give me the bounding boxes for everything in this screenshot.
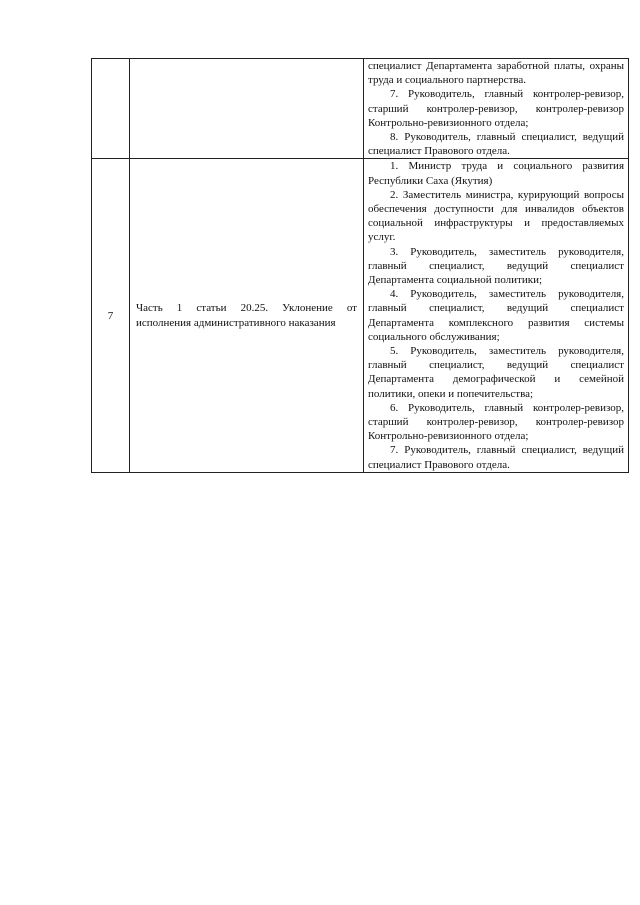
official-item: 8. Руководитель, главный специалист, ведущий специалист Правового отдела. <box>368 131 624 158</box>
official-item: 5. Руководитель, заместитель руководителя, главный специалист, ведущий специалист Департамента демографической и семейной политики, опеки и попечительства; <box>368 345 624 400</box>
official-item: 2. Заместитель министра, курирующий вопросы обеспечения доступности для инвалидов объектов социальной инфраструктуры и предоставляемых услуг. <box>368 188 624 244</box>
officials-table <box>91 58 629 473</box>
official-item: 6. Руководитель, главный контролер-ревизор, старший контролер-ревизор, контролер-ревизор Контрольно-ревизионного отдела; <box>368 401 624 443</box>
official-item: 7. Руководитель, главный специалист, ведущий специалист Правового отдела. <box>368 444 624 471</box>
table-row <box>92 59 629 159</box>
table-row <box>92 159 629 472</box>
offense-cell <box>130 159 364 472</box>
official-item: специалист Департамента заработной платы, охраны труда и социального партнерства. <box>368 60 624 87</box>
officials-cell <box>364 159 629 472</box>
official-item: 1. Министр труда и социального развития Республики Саха (Якутия) <box>368 160 624 187</box>
offense-text: Часть 1 статьи 20.25. Уклонение от исполнения административного наказания <box>136 302 357 329</box>
offense-cell <box>130 59 364 159</box>
official-item: 4. Руководитель, заместитель руководителя, главный специалист, ведущий специалист Департамента комплексного развития системы социального обслуживания; <box>368 288 624 343</box>
official-item: 3. Руководитель, заместитель руководителя, главный специалист, ведущий специалист Департамента социальной политики; <box>368 245 624 287</box>
row-number-cell <box>92 59 130 159</box>
row-number-cell: 7 <box>92 159 130 472</box>
official-item: 7. Руководитель, главный контролер-ревизор, старший контролер-ревизор, контролер-ревизор Контрольно-ревизионного отдела; <box>368 88 624 129</box>
officials-cell <box>364 59 629 159</box>
